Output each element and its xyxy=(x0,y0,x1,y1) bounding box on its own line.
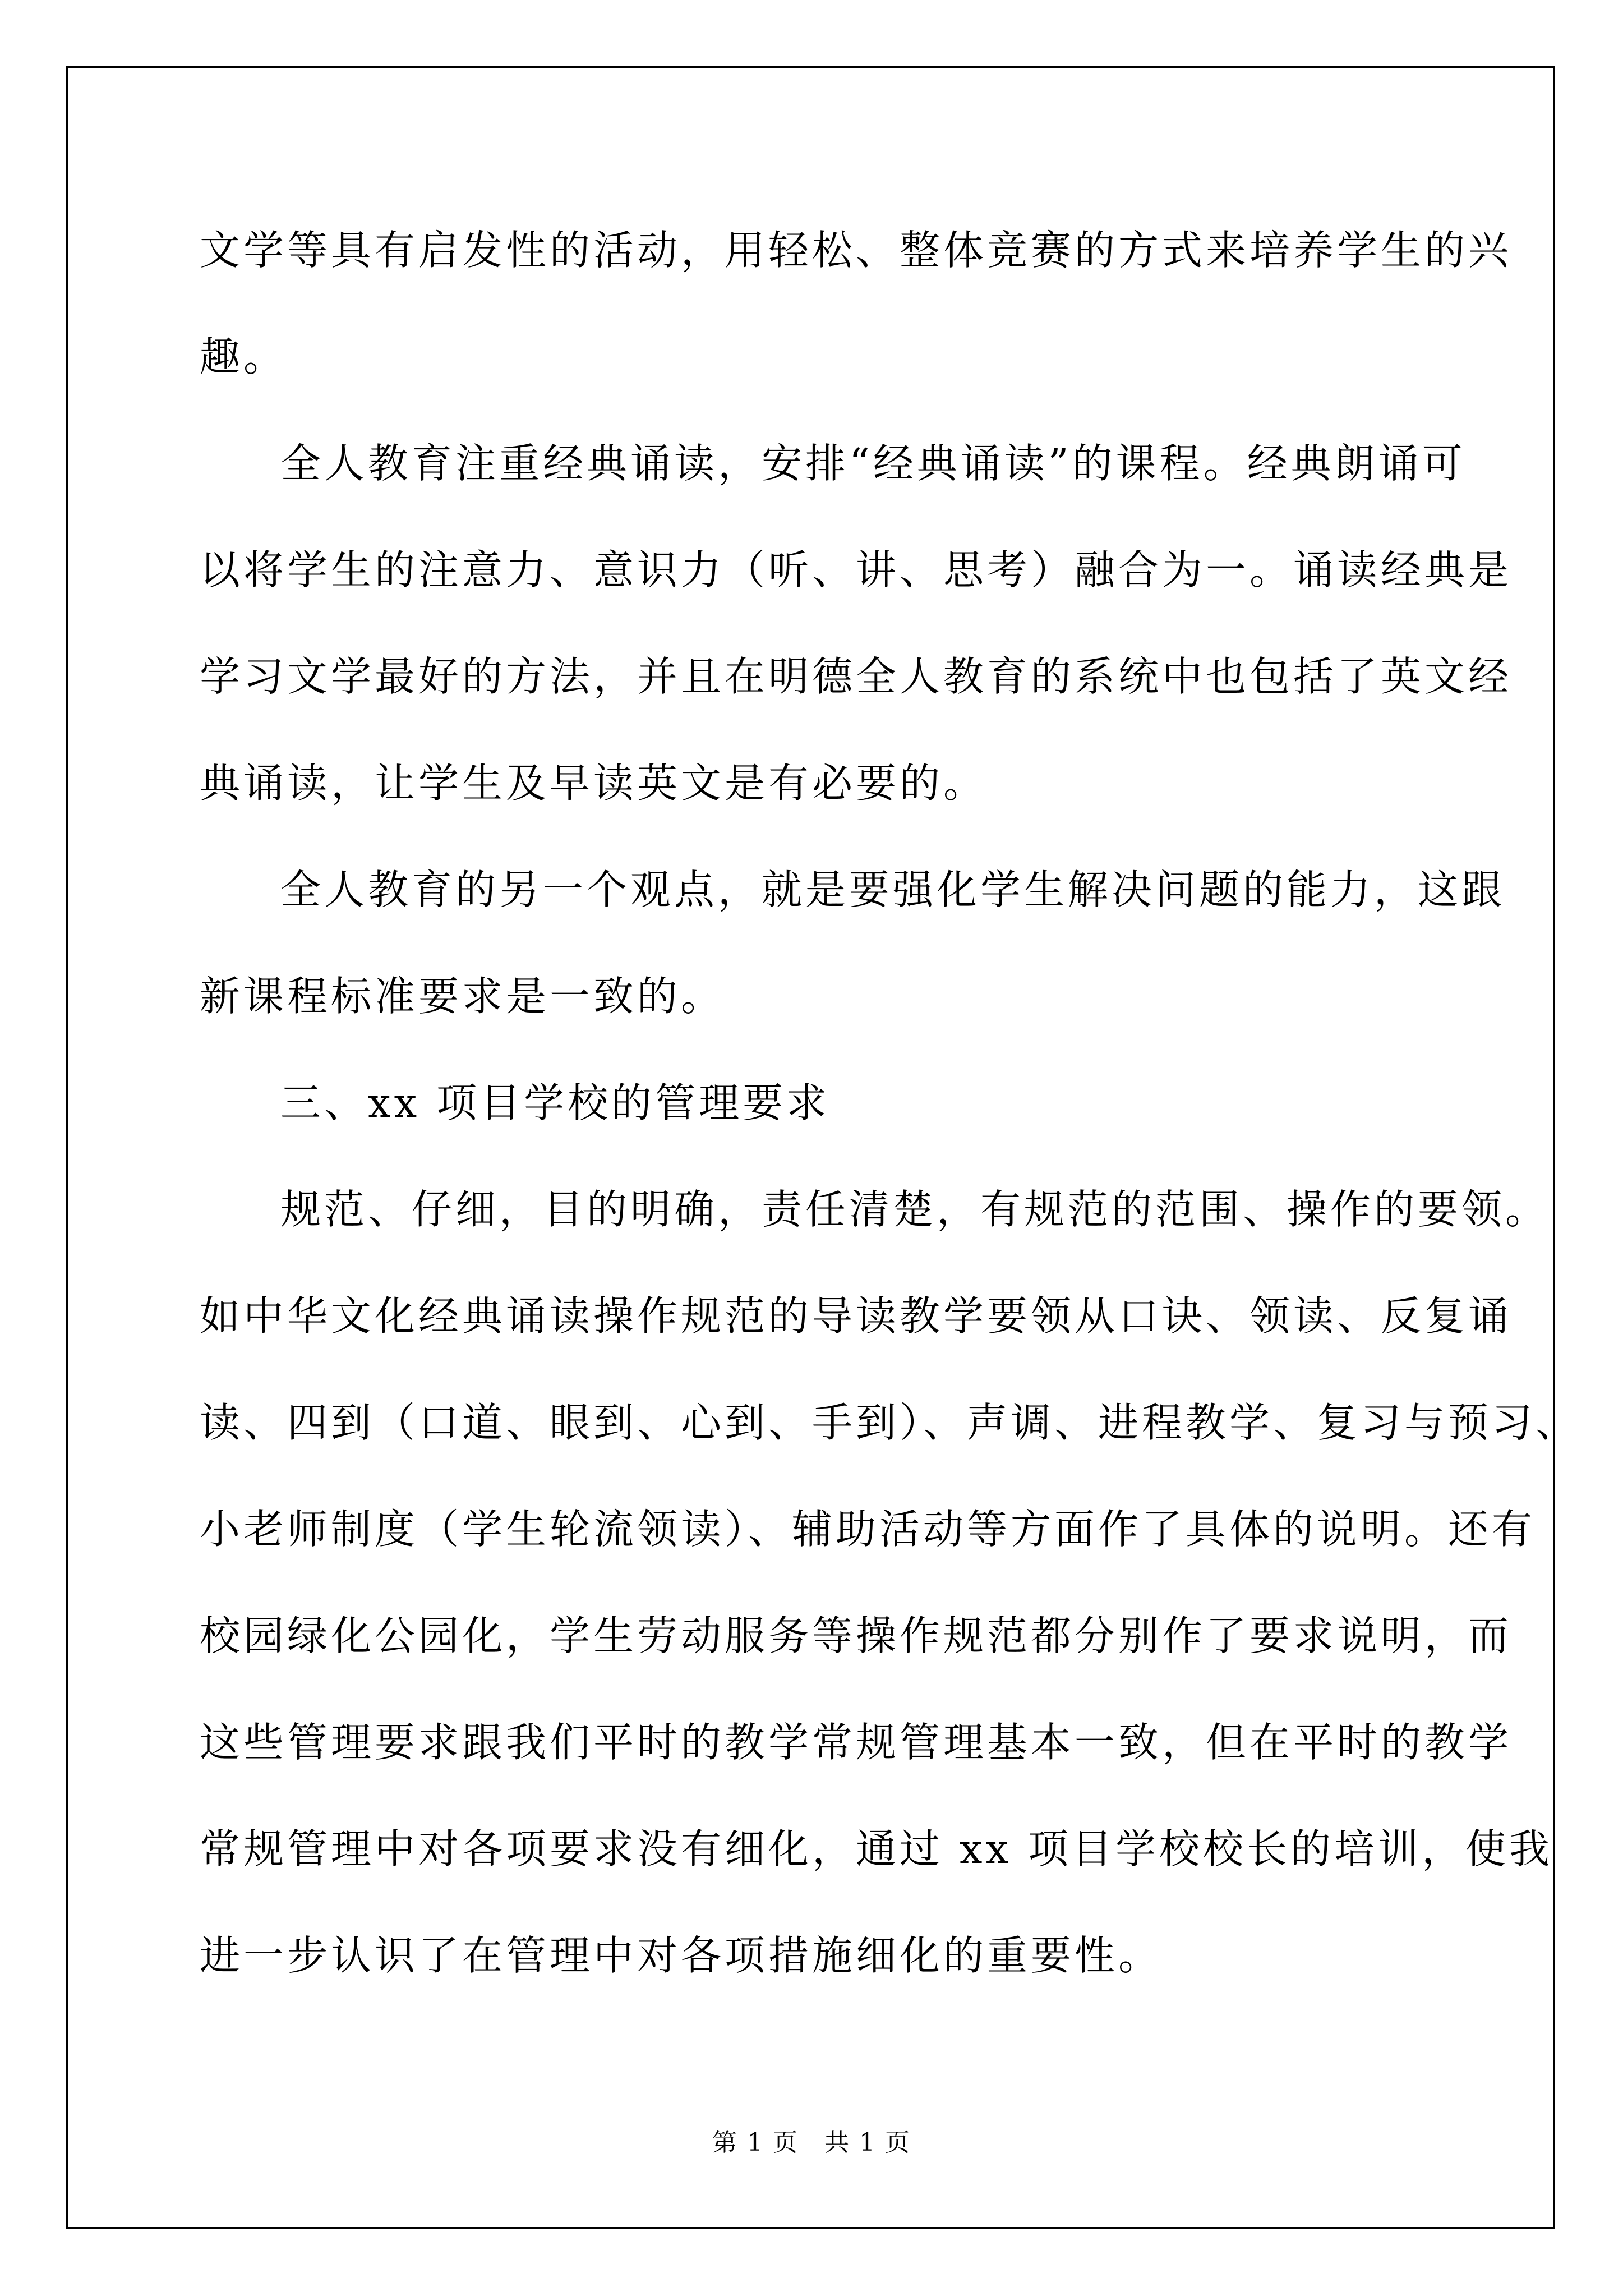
paragraph-line: 进一步认识了在管理中对各项措施细化的重要性。 xyxy=(200,1932,1163,1979)
paragraph-line: 文学等具有启发性的活动，用轻松、整体竞赛的方式来培养学生的兴 xyxy=(200,227,1513,274)
paragraph-line: 全人教育的另一个观点，就是要强化学生解决问题的能力，这跟 xyxy=(280,866,1506,913)
section-heading: 三、xx 项目学校的管理要求 xyxy=(280,1079,831,1126)
paragraph-line: 常规管理中对各项要求没有细化，通过 xx 项目学校校长的培训，使我 xyxy=(200,1825,1553,1872)
paragraph-line: 如中华文化经典诵读操作规范的导读教学要领从口诀、领读、反复诵 xyxy=(200,1292,1513,1340)
paragraph-line: 学习文学最好的方法，并且在明德全人教育的系统中也包括了英文经 xyxy=(200,653,1513,700)
paragraph-line: 全人教育注重经典诵读，安排“经典诵读”的课程。经典朗诵可 xyxy=(280,440,1466,487)
paragraph-line: 以将学生的注意力、意识力（听、讲、思考）融合为一。诵读经典是 xyxy=(200,546,1513,593)
paragraph-line: 这些管理要求跟我们平时的教学常规管理基本一致，但在平时的教学 xyxy=(200,1719,1513,1766)
paragraph-line: 新课程标准要求是一致的。 xyxy=(200,973,725,1020)
paragraph-line: 趣。 xyxy=(200,333,288,380)
page-border xyxy=(66,66,1555,2229)
page-number-footer: 第 1 页 共 1 页 xyxy=(712,2128,911,2157)
paragraph-line: 典诵读，让学生及早读英文是有必要的。 xyxy=(200,760,988,807)
paragraph-line: 校园绿化公园化，学生劳动服务等操作规范都分别作了要求说明，而 xyxy=(200,1612,1513,1659)
paragraph-line: 小老师制度（学生轮流领读）、辅助活动等方面作了具体的说明。还有 xyxy=(200,1506,1536,1553)
paragraph-line: 规范、仔细，目的明确，责任清楚，有规范的范围、操作的要领。 xyxy=(280,1186,1550,1233)
paragraph-line: 读、四到（口道、眼到、心到、手到）、声调、进程教学、复习与预习、 xyxy=(200,1399,1580,1446)
